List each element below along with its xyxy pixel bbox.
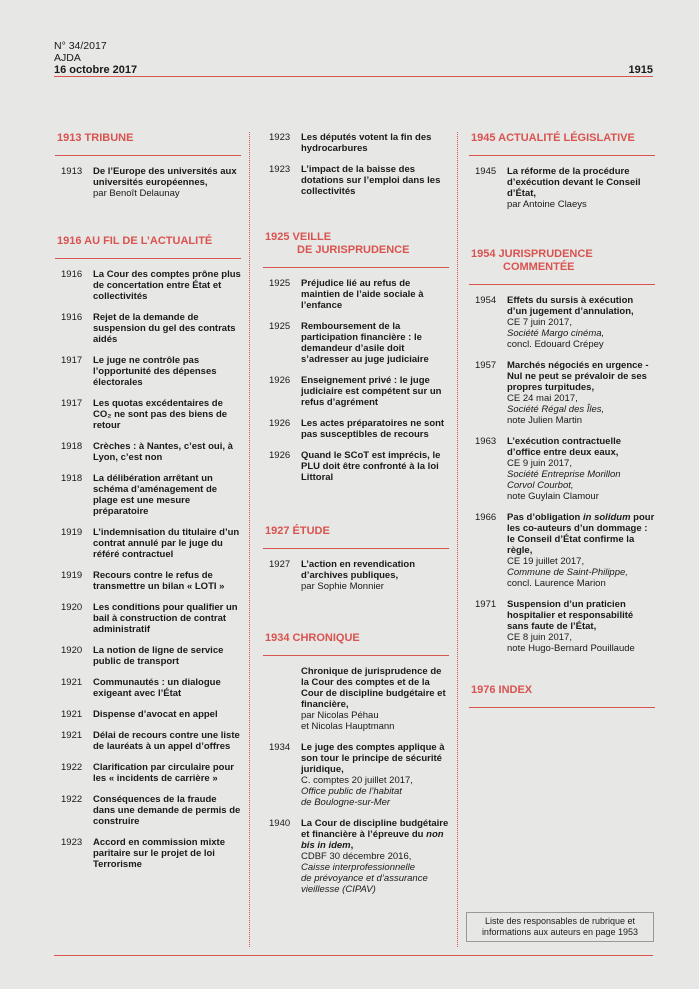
toc-entry[interactable] [55, 677, 241, 699]
section-title-line: 1954 JURISPRUDENCE [471, 248, 593, 260]
entry-title: Communautés : un dialogue exigeant avec l’État [93, 677, 221, 699]
entry-author: par Sophie Monnier [301, 581, 384, 592]
entry-title: Chronique de jurisprudence de la Cour des comptes et de la Cour de discipline budgétaire et financière, [301, 666, 446, 710]
entry-title: La délibération arrêtant un schéma d’aménagement de plage est une mesure préparatoire [93, 473, 218, 517]
issue-number: N° 34/2017 [54, 40, 107, 52]
entry-author: et Nicolas Hauptmann [301, 721, 395, 732]
entry-page: 1921 [61, 730, 83, 741]
entry-title: Conséquences de la fraude dans une demande de permis de construire [93, 794, 241, 827]
entry-author: note Guylain Clamour [507, 491, 599, 502]
section-title-line: COMMENTÉE [503, 261, 575, 273]
entry-page: 1921 [61, 677, 83, 688]
entry-page: 1945 [475, 166, 497, 177]
toc-entry[interactable] [55, 441, 241, 463]
entry-title: Effets du sursis à exécution d’un jugement d’annulation, [507, 295, 634, 317]
toc-entry[interactable] [55, 355, 241, 388]
entry-title: Quand le SCoT est imprécis, le PLU doit être confronté à la loi Littoral [301, 450, 441, 483]
column-3 [469, 132, 655, 718]
toc-entry[interactable] [469, 166, 655, 210]
entry-page: 1920 [61, 602, 83, 613]
entry-author: par Benoît Delaunay [93, 188, 180, 199]
entry-page: 1940 [269, 818, 291, 829]
entry-title: L’indemnisation du titulaire d’un contrat annulé par le juge du référé contractuel [93, 527, 240, 560]
section-title-line: DE JURISPRUDENCE [297, 244, 410, 256]
entry-title: L’action en revendication d’archives publiques, [301, 559, 416, 581]
toc-entry[interactable] [55, 730, 241, 752]
entry-title: L’exécution contractuelle d’office entre deux eaux, [507, 436, 622, 458]
toc-entry[interactable] [55, 527, 241, 560]
toc-entry[interactable] [263, 666, 449, 732]
entry-title: Recours contre le refus de transmettre un bilan « LOTI » [93, 570, 225, 592]
toc-entry[interactable] [55, 570, 241, 592]
toc-entry[interactable] [263, 418, 449, 440]
column-separator [249, 132, 250, 947]
entry-party: de prévoyance et d’assurance [301, 873, 428, 884]
entry-reference: CE 19 juillet 2017, [507, 556, 585, 567]
contributors-note: Liste des responsables de rubrique et informations aux auteurs en page 1953 [466, 912, 654, 942]
journal-name: AJDA [54, 52, 81, 64]
toc-entry[interactable] [55, 269, 241, 302]
section-title: 1927 ÉTUDE [263, 525, 449, 549]
entry-title: La Cour de discipline budgétaire et financière à l’épreuve du non bis in idem, [301, 818, 449, 851]
issue-date: 16 octobre 2017 [54, 64, 138, 76]
entry-title: De l’Europe des universités aux universités européennes, [93, 166, 237, 188]
entry-reference: CE 7 juin 2017, [507, 317, 572, 328]
section-title [469, 248, 655, 285]
entry-page: 1926 [269, 375, 291, 386]
entry-author: concl. Laurence Marion [507, 578, 606, 589]
entry-title: Préjudice lié au refus de maintien de l’aide sociale à l’enfance [301, 278, 424, 311]
entry-title: Les actes préparatoires ne sont pas susceptibles de recours [301, 418, 445, 440]
entry-page: 1925 [269, 321, 291, 332]
entry-title: Accord en commission mixte paritaire sur le projet de loi Terrorisme [93, 837, 225, 870]
entry-page: 1926 [269, 450, 291, 461]
entry-title: Pas d’obligation in solidum pour les co-auteurs d’un dommage : le Conseil d’État confirme la règle, [507, 512, 655, 556]
entry-page: 1917 [61, 355, 83, 366]
toc-entry[interactable] [55, 398, 241, 431]
entry-page: 1963 [475, 436, 497, 447]
entry-page: 1916 [61, 312, 83, 323]
toc-entry[interactable] [55, 312, 241, 345]
toc-entry[interactable] [469, 360, 655, 426]
entry-party: de Boulogne-sur-Mer [301, 797, 391, 808]
entry-title: Les députés votent la fin des hydrocarbures [301, 132, 432, 154]
toc-entry[interactable] [263, 375, 449, 408]
toc-entry[interactable] [469, 599, 655, 654]
entry-reference: C. comptes 20 juillet 2017, [301, 775, 413, 786]
entry-title: Le juge ne contrôle pas l’opportunité des dépenses électorales [93, 355, 217, 388]
entry-author: note Julien Martin [507, 415, 582, 426]
entry-page: 1925 [269, 278, 291, 289]
footer-rule [54, 955, 653, 956]
entry-reference: CDBF 30 décembre 2016, [301, 851, 412, 862]
entry-title: Crèches : à Nantes, c’est oui, à Lyon, c’est non [93, 441, 233, 463]
header-rule [54, 76, 653, 77]
entry-author: concl. Edouard Crépey [507, 339, 604, 350]
entry-party: vieillesse (CIPAV) [301, 884, 376, 895]
section-title: 1945 ACTUALITÉ LÉGISLATIVE [469, 132, 655, 156]
toc-entry[interactable] [263, 742, 449, 808]
entry-page: 1934 [269, 742, 291, 753]
entry-title: Enseignement privé : le juge judiciaire est compétent sur un refus d’agrément [301, 375, 442, 408]
entry-page: 1966 [475, 512, 497, 523]
entry-reference: CE 24 mai 2017, [507, 393, 578, 404]
entry-page [263, 666, 301, 732]
entry-reference: CE 8 juin 2017, [507, 632, 572, 643]
entry-party: Société Entreprise Morillon [507, 469, 621, 480]
entry-page: 1920 [61, 645, 83, 656]
entry-page: 1922 [61, 762, 83, 773]
toc-entry[interactable] [263, 164, 449, 197]
toc-entry[interactable] [263, 132, 449, 154]
entry-title: Clarification par circulaire pour les « incidents de carrière » [93, 762, 234, 784]
entry-page: 1923 [61, 837, 83, 848]
section-title-line: 1925 VEILLE [265, 231, 332, 243]
entry-title: Le juge des comptes applique à son tour le principe de sécurité juridique, [301, 742, 445, 775]
toc-entry[interactable] [263, 818, 449, 895]
entry-title: Rejet de la demande de suspension du gel des contrats aidés [93, 312, 236, 345]
toc-entry[interactable] [55, 166, 241, 199]
entry-title: La notion de ligne de service public de transport [93, 645, 224, 667]
entry-title: Marchés négociés en urgence - Nul ne peut se prévaloir de ses propres turpitudes, [507, 360, 649, 393]
entry-party: Commune de Saint-Philippe, [507, 567, 628, 578]
toc-entry[interactable] [469, 436, 655, 502]
entry-title: Dispense d’avocat en appel [93, 709, 218, 720]
toc-entry[interactable] [469, 512, 655, 589]
column-1 [55, 132, 241, 880]
entry-title: La Cour des comptes prône plus de concertation entre État et collectivités [93, 269, 241, 302]
entry-page: 1922 [61, 794, 83, 805]
toc-entry[interactable] [263, 321, 449, 365]
entry-title: L’impact de la baisse des dotations sur l’emploi dans les collectivités [301, 164, 441, 197]
toc-entry[interactable] [55, 762, 241, 784]
toc-entry[interactable] [55, 837, 241, 870]
entry-page: 1917 [61, 398, 83, 409]
entry-party: Caisse interprofessionnelle [301, 862, 416, 873]
entry-page: 1927 [269, 559, 291, 570]
entry-page: 1954 [475, 295, 497, 306]
section-title: 1916 AU FIL DE L’ACTUALITÉ [55, 235, 241, 259]
entry-page: 1921 [61, 709, 83, 720]
entry-page: 1919 [61, 570, 83, 581]
entry-author: par Antoine Claeys [507, 199, 587, 210]
toc-entry[interactable] [55, 645, 241, 667]
entry-title: Les conditions pour qualifier un bail à construction de contrat administratif [93, 602, 238, 635]
entry-title: Remboursement de la participation financière : le demandeur d’asile doit s’adresser au juge judiciaire [301, 321, 429, 365]
entry-page: 1971 [475, 599, 497, 610]
entry-page: 1926 [269, 418, 291, 429]
entry-title: Suspension d’un praticien hospitalier et responsabilité sans faute de l’État, [507, 599, 634, 632]
section-title [263, 231, 449, 268]
toc-entry[interactable] [55, 473, 241, 517]
entry-party: Office public de l’habitat [301, 786, 402, 797]
entry-page: 1923 [269, 164, 291, 175]
entry-title: Délai de recours contre une liste de lauréats à un appel d’offres [93, 730, 240, 752]
toc-entry[interactable] [263, 559, 449, 592]
column-2 [263, 132, 449, 905]
page-header [54, 40, 653, 76]
toc-entry[interactable] [263, 450, 449, 483]
entry-page: 1957 [475, 360, 497, 371]
section-title: 1934 CHRONIQUE [263, 632, 449, 656]
entry-party: Société Margo cinéma, [507, 328, 605, 339]
entry-page: 1919 [61, 527, 83, 538]
entry-reference: CE 9 juin 2017, [507, 458, 572, 469]
entry-author: par Nicolas Péhau [301, 710, 379, 721]
entry-title: La réforme de la procédure d’exécution devant le Conseil d’État, [507, 166, 641, 199]
page-number: 1915 [628, 64, 653, 76]
entry-party: Société Régal des Îles, [507, 404, 605, 415]
entry-reference: note Hugo-Bernard Pouillaude [507, 643, 635, 654]
toc-entry[interactable] [55, 794, 241, 827]
section-title: 1913 TRIBUNE [55, 132, 241, 156]
entry-page: 1913 [61, 166, 83, 177]
entry-page: 1916 [61, 269, 83, 280]
toc-entry[interactable] [263, 278, 449, 311]
entry-page: 1918 [61, 473, 83, 484]
entry-party: Corvol Courbot, [507, 480, 574, 491]
column-separator [457, 132, 458, 947]
toc-entry[interactable] [55, 602, 241, 635]
entry-page: 1923 [269, 132, 291, 143]
section-title: 1976 INDEX [469, 684, 655, 708]
entry-title: Les quotas excédentaires de CO₂ ne sont pas des biens de retour [93, 398, 228, 431]
toc-entry[interactable] [469, 295, 655, 350]
entry-page: 1918 [61, 441, 83, 452]
toc-entry[interactable] [55, 709, 241, 720]
